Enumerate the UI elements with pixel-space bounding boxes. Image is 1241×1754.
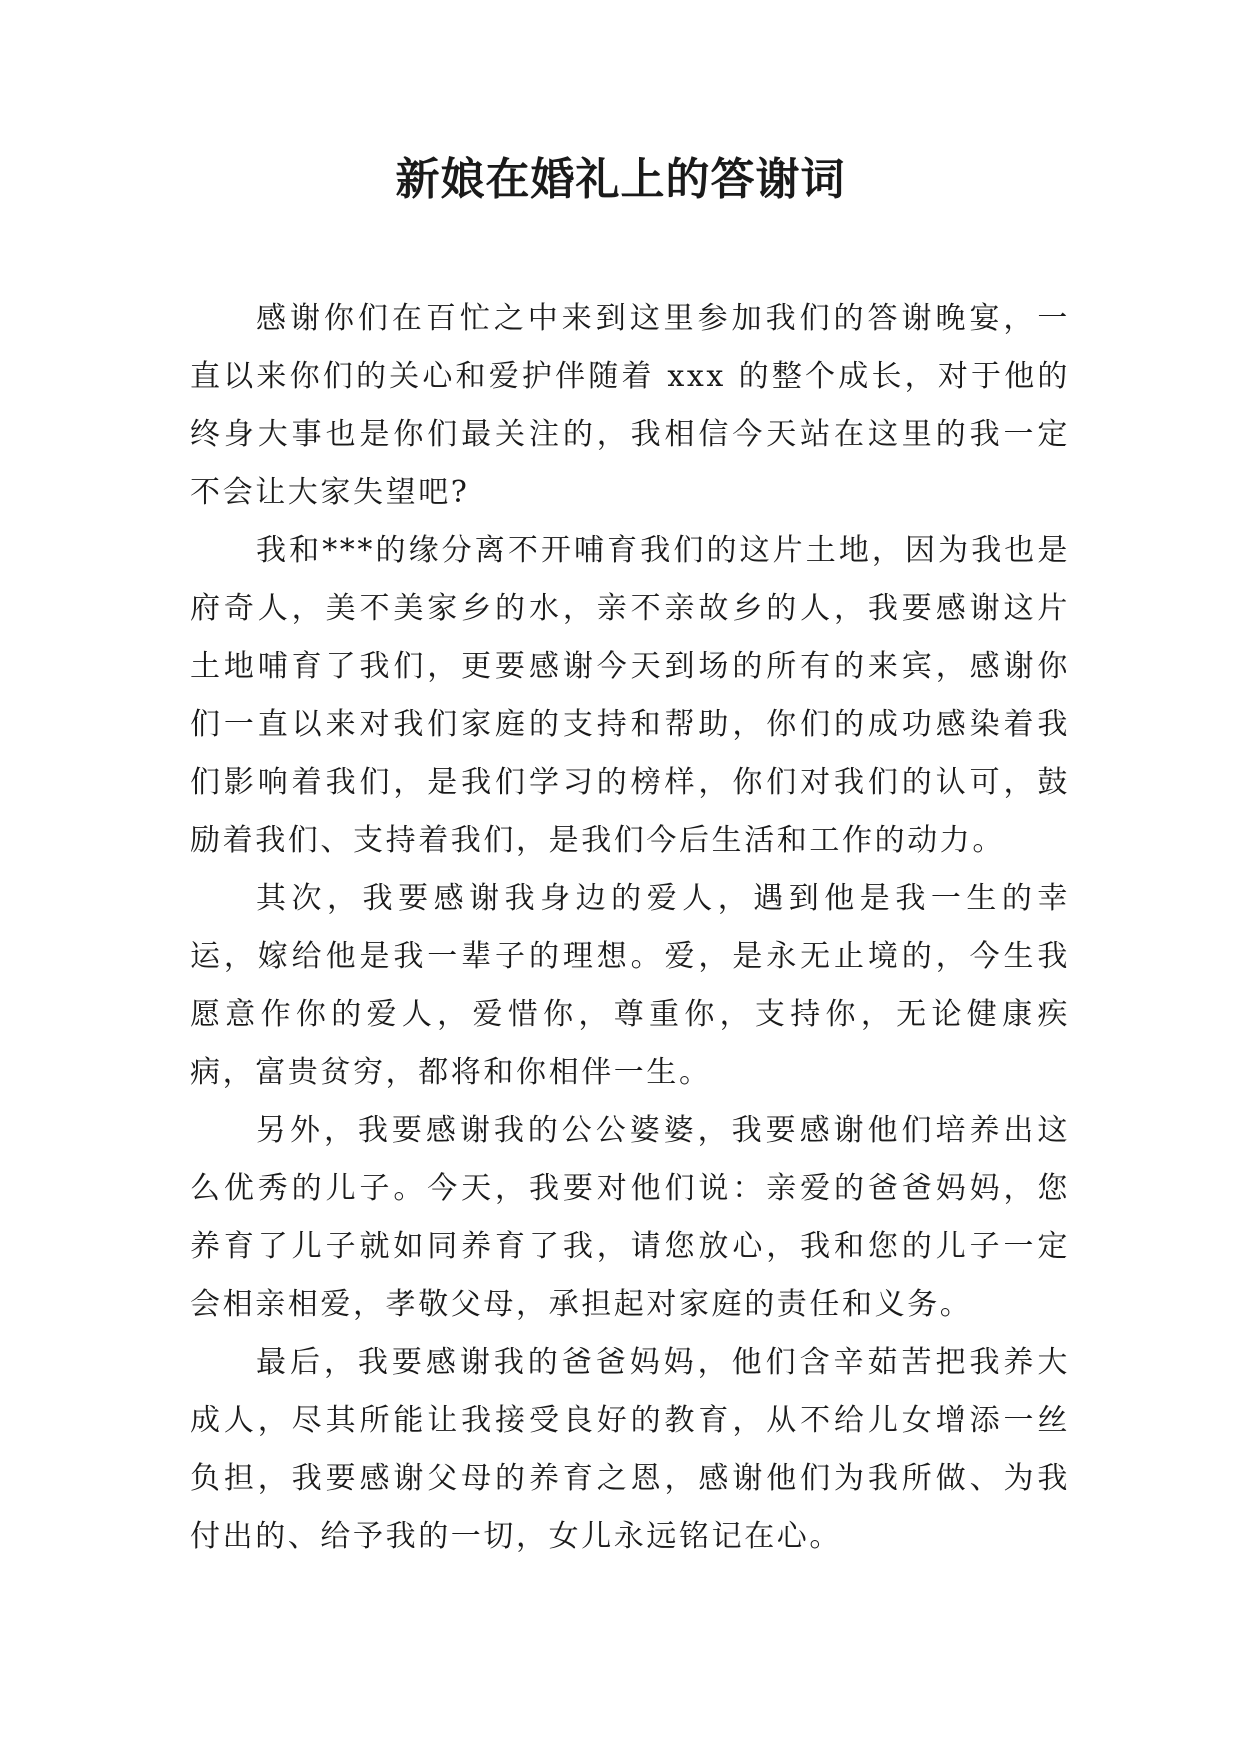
paragraph-5: 最后，我要感谢我的爸爸妈妈，他们含辛茹苦把我养大成人，尽其所能让我接受良好的教育，从不给儿女增添一丝负担，我要感谢父母的养育之恩，感谢他们为我所做、为我付出的、给予我的一切，女儿永远铭记在心。 xyxy=(190,1345,1070,1554)
paragraph-2: 我和***的缘分离不开哺育我们的这片土地，因为我也是府奇人，美不美家乡的水，亲不亲故乡的人，我要感谢这片土地哺育了我们，更要感谢今天到场的所有的来宾，感谢你们一直以来对我们家庭的支持和帮助，你们的成功感染着我们影响着我们，是我们学习的榜样，你们对我们的认可，鼓励着我们、支持着我们，是我们今后生活和工作的动力。 xyxy=(190,533,1070,858)
paragraph-3: 其次，我要感谢我身边的爱人，遇到他是我一生的幸运，嫁给他是我一辈子的理想。爱，是永无止境的，今生我愿意作你的爱人，爱惜你，尊重你，支持你，无论健康疾病，富贵贫穷，都将和你相伴一生。 xyxy=(190,881,1070,1090)
document-title: 新娘在婚礼上的答谢词 xyxy=(395,154,846,205)
paragraph-4: 另外，我要感谢我的公公婆婆，我要感谢他们培养出这么优秀的儿子。今天，我要对他们说：亲爱的爸爸妈妈，您养育了儿子就如同养育了我，请您放心，我和您的儿子一定会相亲相爱，孝敬父母，承担起对家庭的责任和义务。 xyxy=(190,1113,1070,1322)
paragraph-1: 感谢你们在百忙之中来到这里参加我们的答谢晚宴，一直以来你们的关心和爱护伴随着 xxx 的整个成长，对于他的终身大事也是你们最关注的，我相信今天站在这里的我一定不会让大家失望吧? xyxy=(190,301,1070,510)
document-body xyxy=(190,290,1070,1566)
